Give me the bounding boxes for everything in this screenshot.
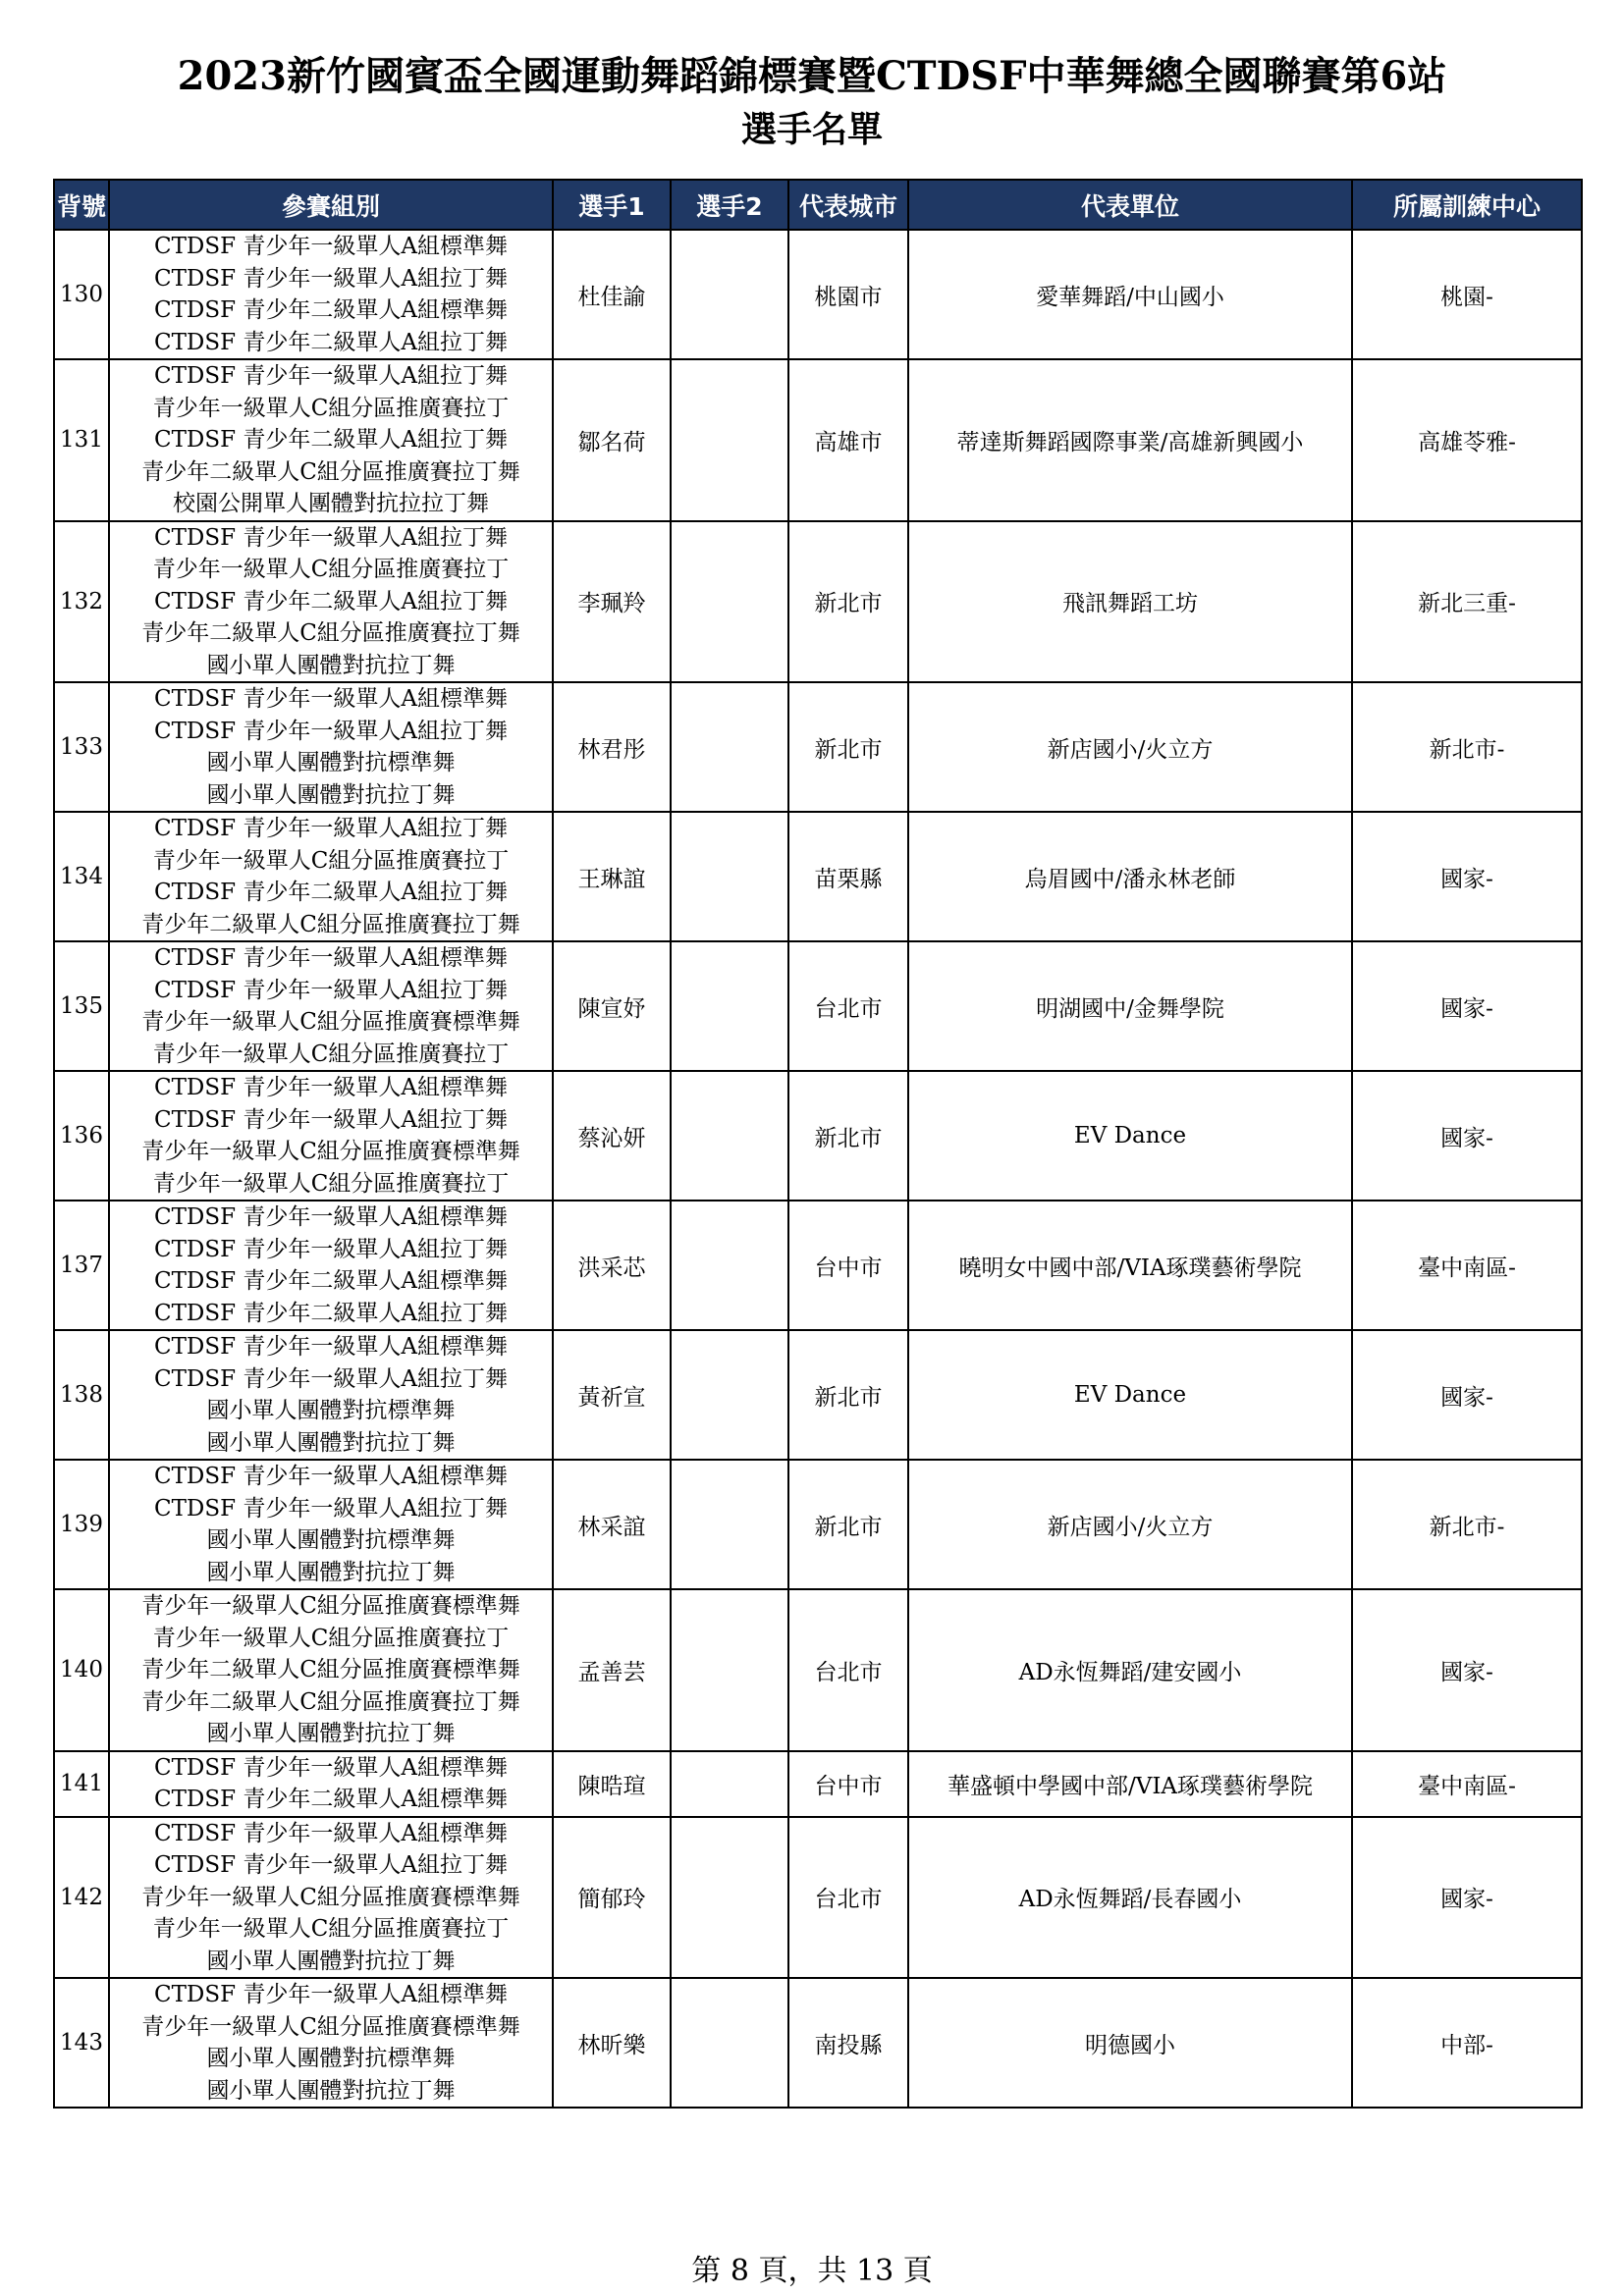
group-entry: 國小單人團體對抗拉丁舞 bbox=[206, 1559, 456, 1585]
row-city: 苗栗縣 bbox=[788, 812, 908, 941]
row-unit: EV Dance bbox=[908, 1330, 1352, 1460]
header-player1: 選手1 bbox=[553, 180, 671, 230]
group-entry: 國小單人團體對抗拉丁舞 bbox=[206, 1948, 456, 1974]
table-row bbox=[54, 1589, 1582, 1751]
row-unit: 新店國小/火立方 bbox=[908, 682, 1352, 812]
group-entry: 青少年一級單人C組分區推廣賽標準舞 bbox=[141, 1139, 520, 1164]
group-entry: 校園公開單人團體對抗拉拉丁舞 bbox=[173, 491, 489, 516]
table-row bbox=[54, 1201, 1582, 1330]
row-center: 臺中南區- bbox=[1352, 1751, 1582, 1817]
group-entry: CTDSF 青少年一級單人A組拉丁舞 bbox=[153, 1495, 508, 1522]
row-city: 台北市 bbox=[788, 1817, 908, 1979]
row-player2 bbox=[671, 1071, 788, 1201]
table-row bbox=[54, 812, 1582, 941]
group-entry: 青少年一級單人C組分區推廣賽拉丁 bbox=[152, 557, 510, 582]
group-entry: 國小單人團體對抗標準舞 bbox=[206, 1398, 456, 1423]
row-city: 台北市 bbox=[788, 941, 908, 1071]
row-groups bbox=[109, 359, 553, 521]
row-center: 桃園- bbox=[1352, 230, 1582, 359]
row-unit: 新店國小/火立方 bbox=[908, 1460, 1352, 1589]
group-entry: CTDSF 青少年一級單人A組拉丁舞 bbox=[153, 816, 508, 841]
group-entry: CTDSF 青少年一級單人A組標準舞 bbox=[153, 1754, 508, 1781]
row-groups bbox=[109, 812, 553, 941]
group-entry: 青少年一級單人C組分區推廣賽拉丁 bbox=[152, 395, 510, 421]
row-player1: 蔡沁妍 bbox=[553, 1071, 671, 1201]
row-player1: 林君彤 bbox=[553, 682, 671, 812]
group-entry: CTDSF 青少年一級單人A組標準舞 bbox=[153, 1204, 508, 1230]
group-entry: CTDSF 青少年一級單人A組拉丁舞 bbox=[153, 1236, 508, 1262]
group-entry: CTDSF 青少年二級單人A組標準舞 bbox=[153, 1787, 508, 1812]
group-entry: CTDSF 青少年一級單人A組拉丁舞 bbox=[153, 524, 508, 551]
row-number: 140 bbox=[54, 1589, 109, 1751]
row-unit: AD永恆舞蹈/建安國小 bbox=[908, 1589, 1352, 1751]
roster-table bbox=[53, 179, 1583, 2109]
row-unit: EV Dance bbox=[908, 1071, 1352, 1201]
group-entry: 國小單人團體對抗拉丁舞 bbox=[206, 1721, 456, 1746]
row-player1: 孟善芸 bbox=[553, 1589, 671, 1751]
group-entry: 青少年一級單人C組分區推廣賽標準舞 bbox=[141, 1009, 520, 1035]
row-city: 台北市 bbox=[788, 1589, 908, 1751]
group-entry: 國小單人團體對抗標準舞 bbox=[206, 2046, 456, 2071]
row-city: 新北市 bbox=[788, 1330, 908, 1460]
group-entry: CTDSF 青少年一級單人A組標準舞 bbox=[153, 1982, 508, 2007]
table-row bbox=[54, 1071, 1582, 1201]
row-city: 新北市 bbox=[788, 1071, 908, 1201]
header-number: 背號 bbox=[54, 180, 109, 230]
row-center: 國家- bbox=[1352, 941, 1582, 1071]
row-unit: 烏眉國中/潘永林老師 bbox=[908, 812, 1352, 941]
row-number: 143 bbox=[54, 1978, 109, 2108]
row-city: 新北市 bbox=[788, 521, 908, 683]
table-row bbox=[54, 230, 1582, 359]
row-unit: 愛華舞蹈/中山國小 bbox=[908, 230, 1352, 359]
row-player2 bbox=[671, 1201, 788, 1330]
header-groups: 參賽組別 bbox=[109, 180, 553, 230]
row-number: 139 bbox=[54, 1460, 109, 1589]
row-number: 132 bbox=[54, 521, 109, 683]
row-player2 bbox=[671, 812, 788, 941]
row-groups bbox=[109, 1071, 553, 1201]
group-entry: 國小單人團體對抗拉丁舞 bbox=[206, 652, 456, 678]
header-center: 所屬訓練中心 bbox=[1352, 180, 1582, 230]
row-number: 142 bbox=[54, 1817, 109, 1979]
group-entry: 青少年二級單人C組分區推廣賽拉丁舞 bbox=[141, 1688, 520, 1715]
group-entry: CTDSF 青少年一級單人A組拉丁舞 bbox=[153, 363, 508, 389]
group-entry: 青少年一級單人C組分區推廣賽拉丁 bbox=[152, 1625, 510, 1651]
document-title: 2023新竹國賓盃全國運動舞蹈錦標賽暨CTDSF中華舞總全國聯賽第6站 bbox=[177, 53, 1447, 99]
row-player1: 黃祈宣 bbox=[553, 1330, 671, 1460]
row-city: 新北市 bbox=[788, 1460, 908, 1589]
group-entry: CTDSF 青少年一級單人A組標準舞 bbox=[153, 1820, 508, 1846]
row-player2 bbox=[671, 359, 788, 521]
row-number: 138 bbox=[54, 1330, 109, 1460]
row-center: 新北市- bbox=[1352, 1460, 1582, 1589]
row-player1: 李珮羚 bbox=[553, 521, 671, 683]
row-player2 bbox=[671, 230, 788, 359]
table-row bbox=[54, 1330, 1582, 1460]
table-row bbox=[54, 1751, 1582, 1817]
table-row bbox=[54, 359, 1582, 521]
group-entry: CTDSF 青少年一級單人A組拉丁舞 bbox=[153, 1365, 508, 1392]
group-entry: 青少年一級單人C組分區推廣賽拉丁 bbox=[152, 847, 510, 874]
row-center: 新北三重- bbox=[1352, 521, 1582, 683]
row-player2 bbox=[671, 1978, 788, 2108]
group-entry: 青少年一級單人C組分區推廣賽標準舞 bbox=[141, 2013, 520, 2040]
group-entry: CTDSF 青少年一級單人A組標準舞 bbox=[153, 1464, 508, 1489]
header-player2: 選手2 bbox=[671, 180, 788, 230]
row-player2 bbox=[671, 1751, 788, 1817]
row-center: 新北市- bbox=[1352, 682, 1582, 812]
group-entry: 青少年一級單人C組分區推廣賽拉丁 bbox=[152, 1170, 510, 1197]
row-groups bbox=[109, 1201, 553, 1330]
group-entry: CTDSF 青少年一級單人A組標準舞 bbox=[153, 1334, 508, 1360]
row-city: 桃園市 bbox=[788, 230, 908, 359]
group-entry: 青少年二級單人C組分區推廣賽拉丁舞 bbox=[141, 911, 520, 937]
roster-body bbox=[54, 230, 1582, 2108]
group-entry: CTDSF 青少年一級單人A組標準舞 bbox=[153, 1075, 508, 1100]
group-entry: CTDSF 青少年一級單人A組標準舞 bbox=[153, 686, 508, 712]
group-entry: CTDSF 青少年一級單人A組拉丁舞 bbox=[153, 718, 508, 744]
group-entry: CTDSF 青少年二級單人A組標準舞 bbox=[153, 1268, 508, 1294]
group-entry: CTDSF 青少年二級單人A組拉丁舞 bbox=[153, 588, 508, 614]
table-header-row bbox=[54, 180, 1582, 230]
group-entry: CTDSF 青少年二級單人A組標準舞 bbox=[153, 297, 508, 323]
row-player2 bbox=[671, 941, 788, 1071]
row-center: 中部- bbox=[1352, 1978, 1582, 2108]
row-player1: 林采誼 bbox=[553, 1460, 671, 1589]
row-city: 台中市 bbox=[788, 1751, 908, 1817]
table-row bbox=[54, 1460, 1582, 1589]
group-entry: 國小單人團體對抗標準舞 bbox=[206, 750, 456, 775]
row-player1: 王琳誼 bbox=[553, 812, 671, 941]
row-player2 bbox=[671, 1330, 788, 1460]
row-number: 130 bbox=[54, 230, 109, 359]
row-unit: 華盛頓中學國中部/VIA琢璞藝術學院 bbox=[908, 1751, 1352, 1817]
row-center: 國家- bbox=[1352, 1817, 1582, 1979]
group-entry: 青少年一級單人C組分區推廣賽標準舞 bbox=[141, 1884, 520, 1910]
row-player1: 洪采芯 bbox=[553, 1201, 671, 1330]
row-groups bbox=[109, 1589, 553, 1751]
group-entry: 青少年二級單人C組分區推廣賽拉丁舞 bbox=[141, 458, 520, 485]
table-row bbox=[54, 1817, 1582, 1979]
row-groups bbox=[109, 1330, 553, 1460]
row-groups bbox=[109, 682, 553, 812]
row-player2 bbox=[671, 1460, 788, 1589]
row-player2 bbox=[671, 1817, 788, 1979]
row-player1: 陳宣妤 bbox=[553, 941, 671, 1071]
header-unit: 代表單位 bbox=[908, 180, 1352, 230]
row-center: 國家- bbox=[1352, 812, 1582, 941]
row-unit: 蒂達斯舞蹈國際事業/高雄新興國小 bbox=[908, 359, 1352, 521]
group-entry: CTDSF 青少年一級單人A組標準舞 bbox=[153, 945, 508, 971]
row-groups bbox=[109, 1817, 553, 1979]
row-groups bbox=[109, 1751, 553, 1817]
row-player1: 鄒名荷 bbox=[553, 359, 671, 521]
row-number: 133 bbox=[54, 682, 109, 812]
document-subtitle: 選手名單 bbox=[740, 109, 883, 150]
table-row bbox=[54, 682, 1582, 812]
row-number: 135 bbox=[54, 941, 109, 1071]
row-player1: 陳晧瑄 bbox=[553, 1751, 671, 1817]
row-player2 bbox=[671, 521, 788, 683]
row-groups bbox=[109, 521, 553, 683]
row-unit: AD永恆舞蹈/長春國小 bbox=[908, 1817, 1352, 1979]
row-groups bbox=[109, 1460, 553, 1589]
row-city: 新北市 bbox=[788, 682, 908, 812]
group-entry: CTDSF 青少年一級單人A組拉丁舞 bbox=[153, 1852, 508, 1878]
row-player2 bbox=[671, 1589, 788, 1751]
row-center: 臺中南區- bbox=[1352, 1201, 1582, 1330]
group-entry: CTDSF 青少年一級單人A組標準舞 bbox=[153, 234, 508, 259]
row-unit: 飛訊舞蹈工坊 bbox=[908, 521, 1352, 683]
row-player2 bbox=[671, 682, 788, 812]
group-entry: 國小單人團體對抗拉丁舞 bbox=[206, 1429, 456, 1456]
group-entry: 青少年一級單人C組分區推廣賽拉丁 bbox=[152, 1916, 510, 1942]
row-center: 國家- bbox=[1352, 1589, 1582, 1751]
row-groups bbox=[109, 1978, 553, 2108]
header-city: 代表城市 bbox=[788, 180, 908, 230]
group-entry: CTDSF 青少年一級單人A組拉丁舞 bbox=[153, 1106, 508, 1133]
group-entry: 國小單人團體對抗標準舞 bbox=[206, 1527, 456, 1553]
row-number: 141 bbox=[54, 1751, 109, 1817]
row-center: 國家- bbox=[1352, 1330, 1582, 1460]
table-row bbox=[54, 941, 1582, 1071]
group-entry: CTDSF 青少年二級單人A組拉丁舞 bbox=[153, 880, 508, 905]
row-player1: 簡郁玲 bbox=[553, 1817, 671, 1979]
row-unit: 明德國小 bbox=[908, 1978, 1352, 2108]
row-groups bbox=[109, 941, 553, 1071]
row-groups bbox=[109, 230, 553, 359]
table-row bbox=[54, 521, 1582, 683]
group-entry: CTDSF 青少年二級單人A組拉丁舞 bbox=[153, 329, 508, 355]
group-entry: 國小單人團體對抗拉丁舞 bbox=[206, 781, 456, 808]
row-number: 137 bbox=[54, 1201, 109, 1330]
group-entry: CTDSF 青少年二級單人A組拉丁舞 bbox=[153, 1300, 508, 1326]
group-entry: CTDSF 青少年二級單人A組拉丁舞 bbox=[153, 427, 508, 453]
group-entry: CTDSF 青少年一級單人A組拉丁舞 bbox=[153, 265, 508, 292]
group-entry: 青少年一級單人C組分區推廣賽拉丁 bbox=[152, 1041, 510, 1067]
group-entry: CTDSF 青少年一級單人A組拉丁舞 bbox=[153, 977, 508, 1003]
table-row bbox=[54, 1978, 1582, 2108]
row-number: 134 bbox=[54, 812, 109, 941]
row-unit: 曉明女中國中部/VIA琢璞藝術學院 bbox=[908, 1201, 1352, 1330]
group-entry: 青少年二級單人C組分區推廣賽拉丁舞 bbox=[141, 620, 520, 646]
row-number: 131 bbox=[54, 359, 109, 521]
row-city: 南投縣 bbox=[788, 1978, 908, 2108]
row-number: 136 bbox=[54, 1071, 109, 1201]
row-player1: 林昕樂 bbox=[553, 1978, 671, 2108]
row-player1: 杜佳諭 bbox=[553, 230, 671, 359]
row-city: 高雄市 bbox=[788, 359, 908, 521]
group-entry: 青少年二級單人C組分區推廣賽標準舞 bbox=[141, 1657, 520, 1682]
row-center: 國家- bbox=[1352, 1071, 1582, 1201]
row-unit: 明湖國中/金舞學院 bbox=[908, 941, 1352, 1071]
group-entry: 青少年一級單人C組分區推廣賽標準舞 bbox=[141, 1593, 520, 1619]
page-footer: 第 8 頁，共 13 頁 bbox=[691, 2254, 933, 2288]
row-city: 台中市 bbox=[788, 1201, 908, 1330]
row-center: 高雄苓雅- bbox=[1352, 359, 1582, 521]
group-entry: 國小單人團體對抗拉丁舞 bbox=[206, 2077, 456, 2104]
